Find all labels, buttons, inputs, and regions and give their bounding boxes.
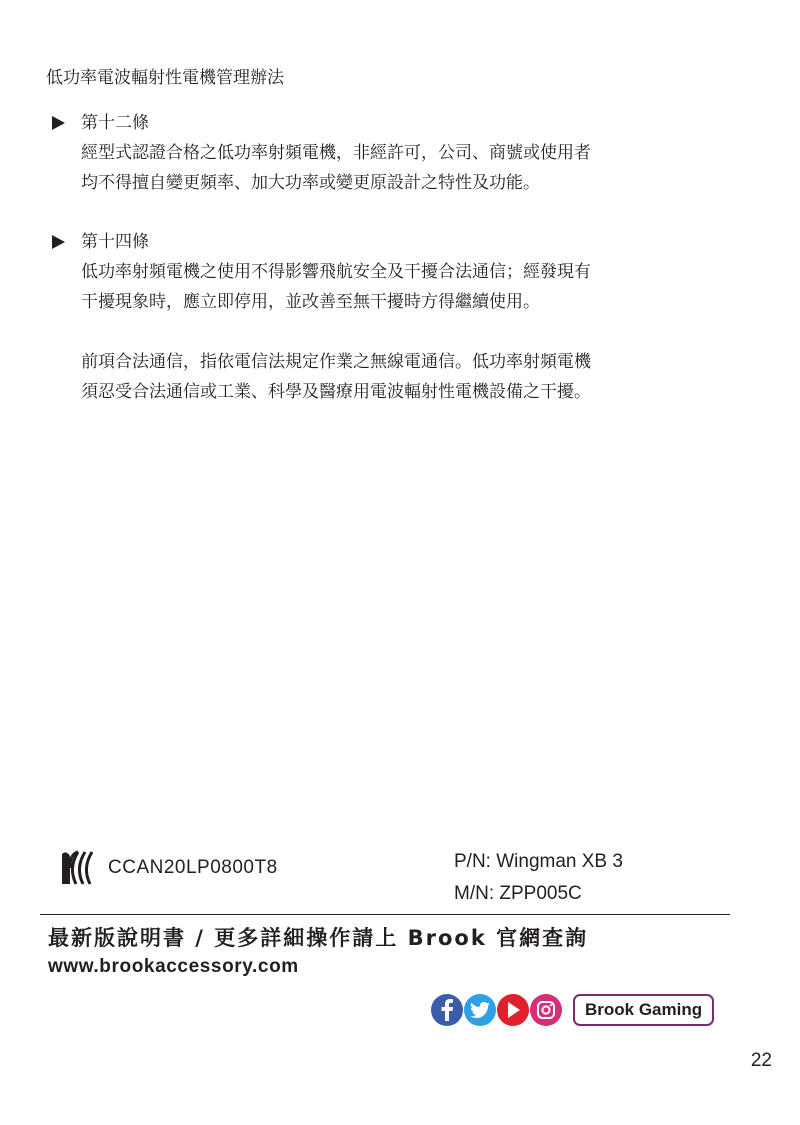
paragraph-line: 須忍受合法通信或工業、科學及醫療用電波輻射性電機設備之干擾。 [81, 382, 591, 402]
divider [40, 914, 730, 915]
paragraph-line: 低功率射頻電機之使用不得影響飛航安全及干擾合法通信；經發現有 [81, 262, 591, 282]
certification [56, 846, 278, 890]
social-bar [431, 994, 714, 1026]
ncc-logo-icon [56, 846, 100, 890]
page-number: 22 [750, 1050, 772, 1071]
bullet-triangle-icon [52, 116, 65, 130]
article-paragraph [81, 138, 591, 198]
article-heading: 第十四條 [81, 232, 149, 252]
brand-gaming-badge[interactable]: Brook Gaming [573, 994, 714, 1026]
facebook-icon[interactable] [431, 994, 463, 1026]
bullet-triangle-icon [52, 235, 65, 249]
certification-code: CCAN20LP0800T8 [108, 857, 278, 878]
article-paragraph [81, 347, 591, 407]
paragraph-line: 干擾現象時，應立即停用，並改善至無干擾時方得繼續使用。 [81, 292, 540, 312]
youtube-icon[interactable] [497, 994, 529, 1026]
instagram-icon[interactable] [530, 994, 562, 1026]
manual-slogan: 最新版說明書 / 更多詳細操作請上 Brook 官網查詢 [48, 926, 589, 950]
document-title: 低功率電波輻射性電機管理辦法 [46, 68, 284, 88]
article-heading: 第十二條 [81, 113, 149, 133]
article-paragraph [81, 257, 591, 317]
paragraph-line: 經型式認證合格之低功率射頻電機，非經許可，公司、商號或使用者 [81, 143, 591, 163]
paragraph-line: 均不得擅自變更頻率、加大功率或變更原設計之特性及功能。 [81, 173, 540, 193]
model-number: M/N: ZPP005C [454, 883, 582, 904]
paragraph-line: 前項合法通信，指依電信法規定作業之無線電通信。低功率射頻電機 [81, 352, 591, 372]
website-link[interactable]: www.brookaccessory.com [48, 956, 299, 977]
product-info [454, 846, 623, 910]
article-12 [52, 110, 591, 198]
twitter-icon[interactable] [464, 994, 496, 1026]
part-number: P/N: Wingman XB 3 [454, 851, 623, 872]
article-14 [52, 229, 591, 407]
